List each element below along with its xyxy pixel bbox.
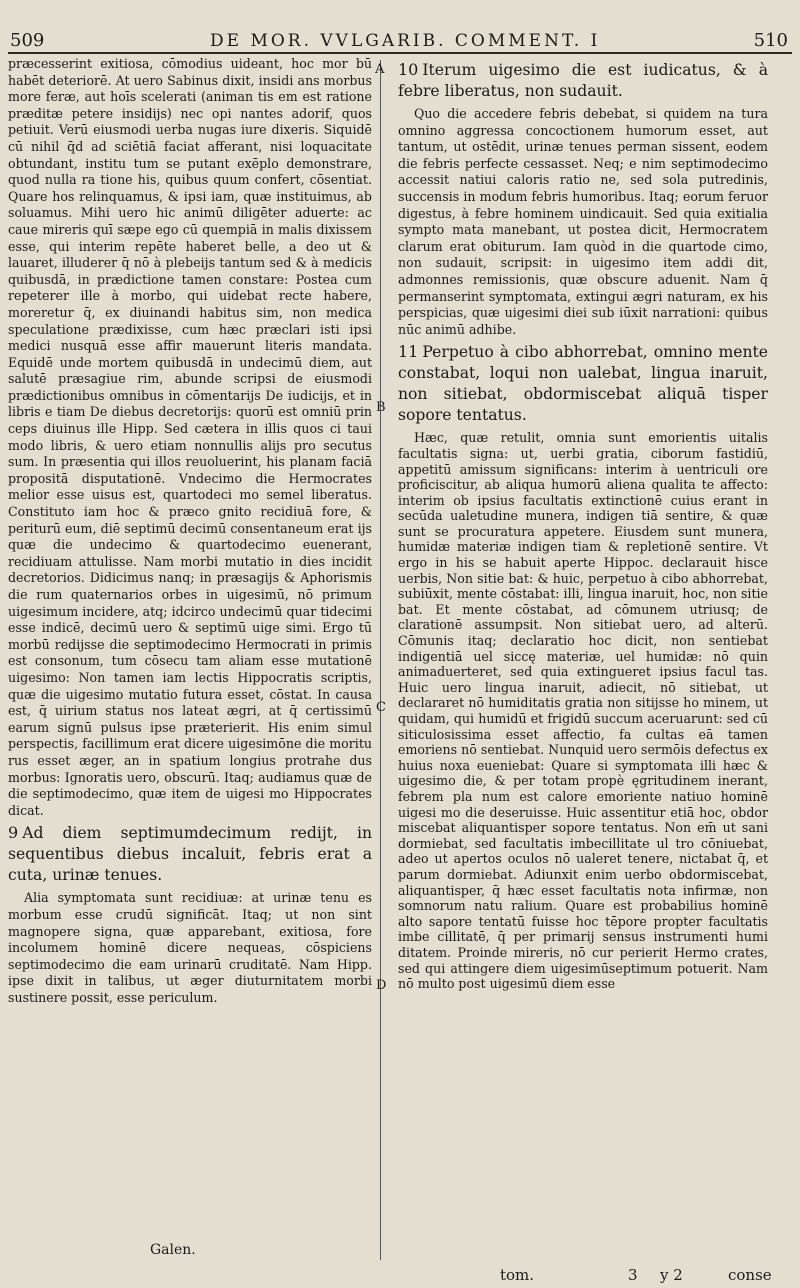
signature-mark: y 2: [660, 1266, 683, 1284]
text-10-body: Iterum uigesimo die est iudicatus, & à febre liberatus, non sudauit.: [398, 61, 768, 100]
margin-letter-c: C: [376, 700, 386, 715]
margin-letter-a: A: [375, 62, 385, 77]
header-rule: [8, 52, 792, 54]
hippocrates-text-11: [398, 341, 768, 426]
right-commentary-1: Quo die accedere febris debebat, si quidem na tura omnino aggressa concoctionem humorum esset, aut tantum, ut ostēdit, urinæ tenues perman sissent, eodem die febris perfecte cessasset. Neq; e nim septimodecimo accessit natiui caloris ratio ne, sed sola putredinis, succensis in modum febris humoribus. Itaq; eorum feruor digestus, à febre hominem uindicauit. Sed quia exitialia sympto mata manebant, ut postea dicit, Hermocratem clarum erat obiturum. Iam quòd in die quartode cimo, non sudauit, scripsit: in uigesimo item addi dit, admonnes remissionis, quæ obscure aduenit. Nam q̄ permanserint symptomata, extingui ægri naturam, ex his perspicias, quæ uigesimi diei sub iūxit narrationi: quibus nūc animū adhibe.: [398, 106, 768, 337]
right-column: [398, 56, 768, 1266]
text-number-10: 10: [398, 60, 419, 79]
column-divider: [380, 60, 381, 1260]
text-11-body: Perpetuo à cibo abhorrebat, omnino mente constabat, loqui non ualebat, lingua inaruit, non sitiebat, obdormiscebat aliquā tisper sopore tentatus.: [398, 343, 768, 425]
text-number-9: 9: [8, 823, 19, 843]
right-commentary-2: Hæc, quæ retulit, omnia sunt emorientis uitalis facultatis signa: ut, uerbi gratia, ciborum fastidiū, appetitū amissum significans: interim à uentriculi ore proficiscitur, ab aliqua humorū aliena qualita te affecto: interim ob ipsius facultatis extinctionē cuius erant in secūda ualetudine munera, indigen tiā sentire, & quæ sunt se procuratura appetere. Eiusdem sunt munera, humidæ materiæ indigen tiam & repletionē sentire. Vt ergo in his se habuit aperte Hippoc. declarauit hisce uerbis, Non sitie bat: & huic, perpetuo à cibo abhorrebat, subiūxit, mente cōstabat: illi, lingua inaruit, hoc, non sitie bat. Et mente cōstabat, ad cōmunem utriusq; de clarationē assumpsit. Non sitiebat uero, ad alterū. Cōmunis itaq; declaratio hoc dicit, non sentiebat indigentiā uel siccę materiæ, uel humidæ: nō quin animaduerteret, sed quia extingueret ipsius facul tas. Huic uero lingua inaruit, adiecit, nō sitiebat, ut declararet nō humiditatis gratia non sitijsse ho minem, ut quidam, qui humidū et frigidū succum aceruarunt: sed cū siticulosissima esset affectio, fa cultas eā tamen emoriens nō sentiebat. Nunquid uero sermōis defectus ex huius noxa eueniebat: Quare si symptomata illi hæc & uigesimo die, & per totam propè ęgritudinem inerant, febrem pla num est calore emoriente natiuo hominē uigesi mo die deseruisse. Huic assentitur etiā hoc, obdor miscebat aliquantisper sopore tentatus. Non em̄ ut sani dormiebat, sed facultatis imbecillitate ul tro cōniuebat, adeo ut apertos oculos nō ualeret tenere, nictabat q̄, et parum dormiebat. Adiunxit enim uerbo obdormiscebat, aliquantisper, q̄ hæc esset facultatis nota infirmæ, non somnorum natu ralium. Quare est probabilius hominē alto sapore tentatū fuisse hoc tēpore propter facultatis imbe cillitatē, q̄ per primarij sensus instrumenti humi ditatem. Proinde mireris, nō cur perierit Hermo crates, sed qui attingere diem uigesimūseptimum potuerit. Nam nō multo post uigesimū diem esse: [398, 430, 768, 992]
text-number-11: 11: [398, 342, 419, 362]
margin-letter-d: D: [376, 978, 387, 993]
left-commentary-2: Alia symptomata sunt recidiuæ: at urinæ tenu es morbum esse crudū significāt. Itaq; ut non sint magnopere signa, quæ apparebant, exitiosa, fore incolumem hominē dicere nequeas, cōspiciens septimodecimo die eam urinarū cruditatē. Nam Hipp. ipse dixit in talibus, ut æger diuturnitatem morbi sustinere possit, esse periculum.: [8, 890, 372, 1005]
hippocrates-text-9: [8, 822, 372, 886]
catchword-left: Galen.: [150, 1242, 196, 1258]
page-number-right: 510: [753, 30, 788, 51]
page-number-left: 509: [10, 30, 45, 51]
left-column: [8, 56, 372, 1272]
signature-tom: tom.: [500, 1266, 535, 1284]
margin-letter-b: B: [376, 400, 386, 415]
catchword-right: conse: [728, 1266, 772, 1284]
hippocrates-text-10: [398, 59, 768, 102]
running-title: DE MOR. VVLGARIB. COMMENT. I: [210, 31, 601, 51]
left-commentary-1: præcesserint exitiosa, cōmodius uideant, hoc mor bū habēt deteriorē. At uero Sabinus dixit, insidi ans morbus more feræ, aut hoīs scelerati (animan tis em est ratione præditæ petere insidijs) nec opi nantes adorif, quos petiuit. Verū eiusmodi uerba nugas iure dixeris. Siquidē cū nihil q̄d ad sciētiā faciat afferant, nisi loquacitate obtundant, institu tum se putant exēplo demonstrare, quod nulla ra tione his, quibus quum confert, cōsentiat. Quare hos relinquamus, & ipsi iam, quæ instituimus, ab soluamus. Mihi uero hic animū diligēter aduerte: ac caue mireris quī sæpe ego cū quempiā in malis dixissem esse, qui interim repēte haberet belle, a deo ut & lauaret, illuderer q̄ nō à plebeijs tantum sed & à medicis quibusdā, in prædictione tamen constare: Postea cum repeterer ille à morbo, qui uidebat recte habere, moreretur q̄, ex diuinandi habitus sim, non medica speculatione prædixisse, cum hæc præclari isti ipsi medici nusquā esse affir mauerunt literis mandata. Equidē unde mortem quibusdā in undecimū diem, aut salutē præsagiue rim, abunde scripsi de eiusmodi prædictionibus omnibus in cōmentarijs De iudicijs, et in libris e tiam De diebus decretorijs: quorū est omniū prin ceps diuinus ille Hipp. Sed cætera in illis quos ci taui modo libris, & uero etiam nonnullis alijs pro secutus sum. In præsentia qui illos reuoluerint, his planam faciā propositā disputationē. Vndecimo die Hermocrates melior esse uisus est, quartodeci mo semel liberatus. Constituto iam hoc & præco gnito recidiuā fore, & periturū eum, diē septimū decimū consentaneum erat ijs quæ die undecimo & quartodecimo euenerant, recidiuam attulisse. Nam morbi mutatio in dies incidit decretorios. Didicimus nanq; in præsagijs & Aphorismis die rum quaternarios orbes in uigesimū, nō primum uigesimum incidere, atq; idcirco undecimū quar tidecimi esse indicē, decimū uero & septimū uige simi. Ergo tū morbū redijsse die septimodecimo Hermocrati in primis est consonum, tum cōsecu tam aliam esse mutationē uigesimo: Non tamen iam lectis Hippocratis scriptis, quæ die uigesimo mutatio futura esset, cōstat. In causa est, q̄ uirium status nos lateat ægri, at q̄ certissimū earum signū pulsus ipse præterierit. His enim simul perspectis, facillimum erat dicere uigesimōne die moritu rus esset æger, an in spatium longius protrahe dus morbus: Ignoratis uero, obscurū. Itaq; audiamus quæ de die septimodecimo, quæ item de uigesi mo Hippocrates dicat.: [8, 56, 372, 818]
signature-volume: 3: [628, 1266, 638, 1284]
text-9-body: Ad diem septimumdecimum redijt, in sequentibus diebus incaluit, febris erat a cuta, urinæ tenues.: [8, 824, 372, 885]
